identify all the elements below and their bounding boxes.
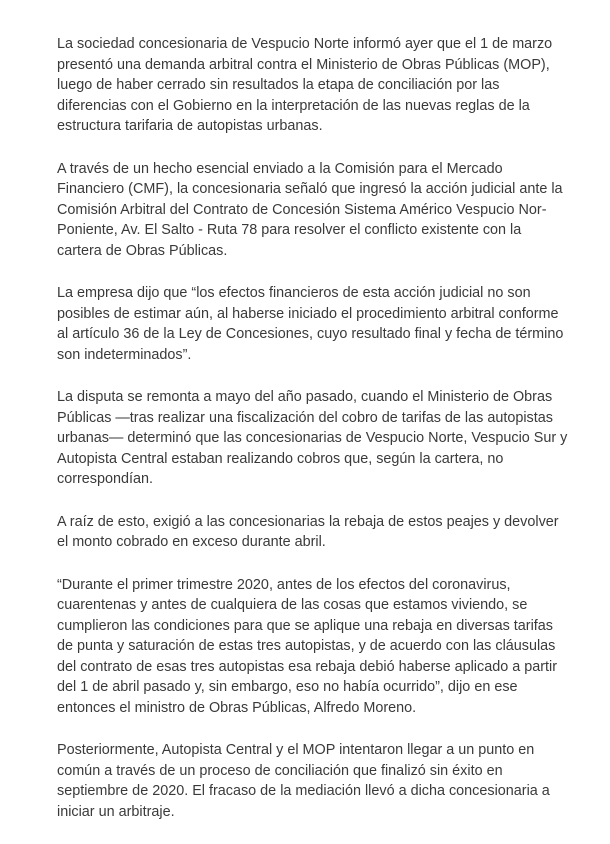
article-paragraph: La empresa dijo que “los efectos financieros de esta acción judicial no son posibles de estimar aún, al haberse iniciado el procedimiento arbitral conforme al artículo 36 de la Ley de Concesiones, cuyo resultado final y fecha de término son indeterminados”.: [57, 285, 564, 363]
article-paragraph: “Durante el primer trimestre 2020, antes de los efectos del coronavirus, cuarentenas y antes de cualquiera de las cosas que estamos viviendo, se cumplieron las condiciones para que se aplique una rebaja en diversas tarifas de punta y saturación de estas tres autopistas, y de acuerdo con las cláusulas del contrato de esas tres autopistas esa rebaja debió haberse aplicado a partir del 1 de abril pasado y, sin embargo, eso no había ocurrido”, dijo en ese entonces el ministro de Obras Públicas, Alfredo Moreno.: [57, 576, 557, 716]
article-paragraph: A raíz de esto, exigió a las concesionarias la rebaja de estos peajes y devolver el monto cobrado en exceso durante abril.: [57, 513, 559, 550]
article-paragraph: A través de un hecho esencial enviado a la Comisión para el Mercado Financiero (CMF), la concesionaria señaló que ingresó la acción judicial ante la Comisión Arbitral del Contrato de Concesión Sistema Américo Vespucio Nor- Poniente, Av. El Salto - Ruta 78 para resolver el conflicto existente con la cartera de Obras Públicas.: [57, 160, 563, 259]
article-body: [57, 34, 597, 844]
article-paragraph: La sociedad concesionaria de Vespucio Norte informó ayer que el 1 de marzo presentó una demanda arbitral contra el Ministerio de Obras Públicas (MOP), luego de haber cerrado sin resultados la etapa de conciliación por las diferencias con el Gobierno en la interpretación de las nuevas reglas de la estructura tarifaria de autopistas urbanas.: [57, 36, 553, 134]
article-paragraph: La disputa se remonta a mayo del año pasado, cuando el Ministerio de Obras Públicas —tras realizar una fiscalización del cobro de tarifas de las autopistas urbanas— determinó que las concesionarias de Vespucio Norte, Vespucio Sur y Autopista Central estaban realizando cobros que, según la cartera, no correspondían.: [57, 389, 568, 487]
article-paragraph: Posteriormente, Autopista Central y el MOP intentaron llegar a un punto en común a través de un proceso de conciliación que finalizó sin éxito en septiembre de 2020. El fracaso de la mediación llevó a dicha concesionaria a iniciar un arbitraje.: [57, 742, 550, 820]
